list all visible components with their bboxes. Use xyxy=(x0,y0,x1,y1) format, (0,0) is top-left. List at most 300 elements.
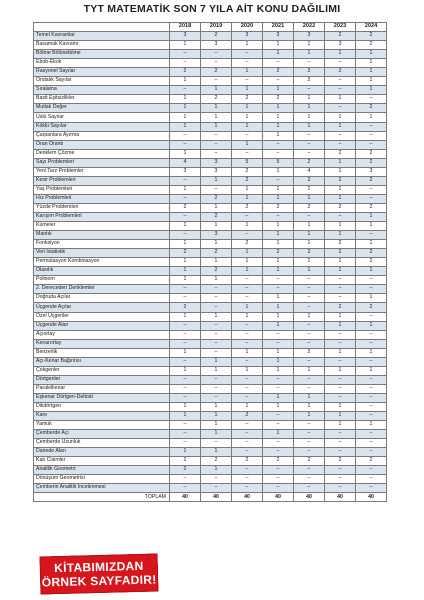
question-count-cell: 3 xyxy=(263,32,294,41)
question-count-cell: – xyxy=(294,375,325,384)
question-count-cell: – xyxy=(294,357,325,366)
question-count-cell: 2 xyxy=(232,240,263,249)
topic-name-cell: Dairede Alan xyxy=(34,448,170,457)
question-count-cell: – xyxy=(325,294,356,303)
question-count-cell: 1 xyxy=(294,240,325,249)
table-row xyxy=(34,330,387,339)
question-count-cell: – xyxy=(325,330,356,339)
question-count-cell: 2 xyxy=(294,249,325,258)
question-count-cell: 1 xyxy=(170,366,201,375)
question-count-cell: – xyxy=(170,194,201,203)
question-count-cell: – xyxy=(201,131,232,140)
question-count-cell: – xyxy=(232,294,263,303)
year-column-header: 2018 xyxy=(170,23,201,32)
question-count-cell: – xyxy=(232,466,263,475)
question-count-cell: 1 xyxy=(263,294,294,303)
question-count-cell: 1 xyxy=(201,203,232,212)
total-label: TOPLAM xyxy=(34,493,170,502)
topic-name-cell: Üslü Sayılar xyxy=(34,113,170,122)
question-count-cell: 1 xyxy=(201,366,232,375)
question-count-cell: 1 xyxy=(170,412,201,421)
question-count-cell: – xyxy=(356,484,387,493)
question-count-cell: 1 xyxy=(356,212,387,221)
question-count-cell: – xyxy=(294,321,325,330)
topic-name-cell: Yeni Tarz Problemler xyxy=(34,167,170,176)
question-count-cell: 1 xyxy=(263,312,294,321)
question-count-cell: – xyxy=(294,439,325,448)
topic-name-cell: Mutlak Değer xyxy=(34,104,170,113)
question-count-cell: – xyxy=(263,77,294,86)
table-row xyxy=(34,149,387,158)
question-count-cell: 2 xyxy=(294,348,325,357)
question-count-cell: 2 xyxy=(170,203,201,212)
question-count-cell: 1 xyxy=(201,412,232,421)
question-count-cell: – xyxy=(325,466,356,475)
topic-name-cell: Kümeler xyxy=(34,222,170,231)
question-count-cell: 2 xyxy=(232,95,263,104)
question-count-cell: 1 xyxy=(201,104,232,113)
question-count-cell: – xyxy=(263,448,294,457)
table-row xyxy=(34,95,387,104)
question-count-cell: – xyxy=(201,339,232,348)
question-count-cell: 1 xyxy=(263,222,294,231)
question-count-cell: 2 xyxy=(232,412,263,421)
question-count-cell: – xyxy=(201,285,232,294)
year-column-header: 2023 xyxy=(325,23,356,32)
question-count-cell: 1 xyxy=(325,167,356,176)
question-count-cell: 2 xyxy=(294,176,325,185)
question-count-cell: – xyxy=(263,466,294,475)
question-count-cell: 1 xyxy=(170,276,201,285)
table-row xyxy=(34,32,387,41)
year-column-header: 2020 xyxy=(232,23,263,32)
table-row xyxy=(34,448,387,457)
question-count-cell: 2 xyxy=(356,149,387,158)
question-count-cell: 1 xyxy=(232,303,263,312)
question-count-cell: 1 xyxy=(170,122,201,131)
question-count-cell: – xyxy=(170,393,201,402)
question-count-cell: – xyxy=(356,285,387,294)
question-count-cell: – xyxy=(356,95,387,104)
question-count-cell: 1 xyxy=(201,86,232,95)
question-count-cell: – xyxy=(325,104,356,113)
question-count-cell: 1 xyxy=(325,158,356,167)
topic-name-cell: Çarpanlara Ayırma xyxy=(34,131,170,140)
question-count-cell: – xyxy=(201,475,232,484)
question-count-cell: 2 xyxy=(170,466,201,475)
question-count-cell: 1 xyxy=(356,421,387,430)
table-row xyxy=(34,258,387,267)
question-count-cell: 1 xyxy=(294,412,325,421)
question-count-cell: – xyxy=(201,321,232,330)
question-count-cell: 3 xyxy=(294,32,325,41)
topic-name-cell: Dikdörtgen xyxy=(34,402,170,411)
table-row xyxy=(34,140,387,149)
question-count-cell: 2 xyxy=(201,267,232,276)
question-count-cell: – xyxy=(263,59,294,68)
table-row xyxy=(34,240,387,249)
question-count-cell: – xyxy=(232,375,263,384)
topic-name-cell: Sıralama xyxy=(34,86,170,95)
question-count-cell: – xyxy=(325,393,356,402)
question-count-cell: – xyxy=(170,375,201,384)
table-row xyxy=(34,267,387,276)
topic-name-cell: Basamak Kavramı xyxy=(34,41,170,50)
topic-name-cell: Çemberde Açı xyxy=(34,430,170,439)
table-row xyxy=(34,212,387,221)
question-count-cell: – xyxy=(263,339,294,348)
question-count-cell: 1 xyxy=(294,267,325,276)
question-count-cell: 3 xyxy=(201,231,232,240)
question-count-cell: – xyxy=(170,330,201,339)
question-count-cell: 1 xyxy=(356,267,387,276)
question-count-cell: 1 xyxy=(201,466,232,475)
question-count-cell: 2 xyxy=(263,68,294,77)
question-count-cell: – xyxy=(201,384,232,393)
question-count-cell: 2 xyxy=(356,457,387,466)
question-count-cell: – xyxy=(356,330,387,339)
table-row xyxy=(34,194,387,203)
table-row xyxy=(34,222,387,231)
question-count-cell: – xyxy=(201,348,232,357)
question-count-cell: – xyxy=(294,149,325,158)
question-count-cell: 1 xyxy=(325,194,356,203)
question-count-cell: 1 xyxy=(201,421,232,430)
topic-name-cell: Katı Cisimler xyxy=(34,457,170,466)
question-count-cell: – xyxy=(294,276,325,285)
question-count-cell: 1 xyxy=(201,222,232,231)
question-count-cell: 1 xyxy=(232,68,263,77)
question-count-cell: 1 xyxy=(263,366,294,375)
question-count-cell: 1 xyxy=(325,113,356,122)
question-count-cell: 2 xyxy=(356,41,387,50)
topic-name-cell: Çemberin Analitik İncelenmesi xyxy=(34,484,170,493)
question-count-cell: – xyxy=(356,448,387,457)
question-count-cell: 1 xyxy=(263,86,294,95)
question-count-cell: – xyxy=(294,448,325,457)
question-count-cell: – xyxy=(356,312,387,321)
topic-name-cell: Çemberde Uzunluk xyxy=(34,439,170,448)
question-count-cell: 2 xyxy=(356,176,387,185)
question-count-cell: – xyxy=(170,294,201,303)
topic-name-cell: Veri İstatistik xyxy=(34,249,170,258)
question-count-cell: 2 xyxy=(232,203,263,212)
question-count-cell: – xyxy=(294,484,325,493)
question-count-cell: 1 xyxy=(356,50,387,59)
question-count-cell: – xyxy=(294,384,325,393)
question-count-cell: 1 xyxy=(170,312,201,321)
table-row xyxy=(34,412,387,421)
topic-name-cell: Dönüşüm Geometrisi xyxy=(34,475,170,484)
question-count-cell: 1 xyxy=(263,194,294,203)
question-count-cell: – xyxy=(325,375,356,384)
question-count-cell: 1 xyxy=(263,122,294,131)
question-count-cell: 1 xyxy=(325,312,356,321)
question-count-cell: 2 xyxy=(325,249,356,258)
question-count-cell: 1 xyxy=(170,240,201,249)
page-title: TYT MATEMATİK SON 7 YILA AİT KONU DAĞILIMI xyxy=(83,3,341,15)
question-count-cell: 1 xyxy=(294,312,325,321)
question-count-cell: 1 xyxy=(325,95,356,104)
topic-name-cell: Yüzde Problemleri xyxy=(34,203,170,212)
question-count-cell: 1 xyxy=(170,95,201,104)
question-count-cell: – xyxy=(263,140,294,149)
topic-name-cell: Kenarortay xyxy=(34,339,170,348)
table-body xyxy=(34,32,387,493)
question-count-cell: – xyxy=(170,86,201,95)
question-count-cell: – xyxy=(325,77,356,86)
year-column-header: 2019 xyxy=(201,23,232,32)
question-count-cell: 2 xyxy=(325,457,356,466)
question-count-cell: 2 xyxy=(263,203,294,212)
question-count-cell: 2 xyxy=(201,32,232,41)
question-count-cell: – xyxy=(325,140,356,149)
question-count-cell: 1 xyxy=(325,402,356,411)
question-count-cell: 5 xyxy=(232,158,263,167)
table-header-row xyxy=(34,23,387,32)
question-count-cell: – xyxy=(201,77,232,86)
question-count-cell: – xyxy=(232,321,263,330)
question-count-cell: 1 xyxy=(170,258,201,267)
question-count-cell: – xyxy=(356,357,387,366)
question-count-cell: – xyxy=(356,131,387,140)
topic-name-cell: Permütasyon Kombinasyon xyxy=(34,258,170,267)
sample-page-stamp xyxy=(40,553,159,594)
table-row xyxy=(34,158,387,167)
question-count-cell: – xyxy=(325,357,356,366)
question-count-cell: 1 xyxy=(170,222,201,231)
question-count-cell: 1 xyxy=(201,357,232,366)
topic-name-cell: Açı-Kenar Bağıntısı xyxy=(34,357,170,366)
question-count-cell: – xyxy=(356,276,387,285)
question-count-cell: 3 xyxy=(170,167,201,176)
question-count-cell: 1 xyxy=(356,68,387,77)
question-count-cell: 1 xyxy=(294,194,325,203)
question-count-cell: – xyxy=(201,294,232,303)
topic-name-cell: Ondalık Sayılar xyxy=(34,77,170,86)
question-count-cell: 2 xyxy=(356,104,387,113)
question-count-cell: 2 xyxy=(356,303,387,312)
question-count-cell: – xyxy=(232,421,263,430)
question-count-cell: 1 xyxy=(294,231,325,240)
topic-name-cell: Benzerlik xyxy=(34,348,170,357)
question-count-cell: 1 xyxy=(356,77,387,86)
question-count-cell: – xyxy=(232,339,263,348)
table-row xyxy=(34,366,387,375)
table-row xyxy=(34,348,387,357)
question-count-cell: – xyxy=(170,439,201,448)
question-count-cell: 1 xyxy=(263,430,294,439)
question-count-cell: 1 xyxy=(232,312,263,321)
question-count-cell: – xyxy=(170,176,201,185)
question-count-cell: 1 xyxy=(263,348,294,357)
question-count-cell: – xyxy=(232,59,263,68)
total-cell: 40 xyxy=(201,493,232,502)
question-count-cell: 3 xyxy=(356,167,387,176)
table-row xyxy=(34,339,387,348)
question-count-cell: 1 xyxy=(263,240,294,249)
topic-name-cell: Oran Orantı xyxy=(34,140,170,149)
question-count-cell: 1 xyxy=(263,267,294,276)
topic-name-cell: Denklem Çözme xyxy=(34,149,170,158)
question-count-cell: 1 xyxy=(356,366,387,375)
question-count-cell: – xyxy=(325,212,356,221)
question-count-cell: 3 xyxy=(201,167,232,176)
question-count-cell: 2 xyxy=(325,240,356,249)
question-count-cell: – xyxy=(201,50,232,59)
question-count-cell: 1 xyxy=(232,402,263,411)
question-count-cell: – xyxy=(356,140,387,149)
question-count-cell: 1 xyxy=(170,113,201,122)
question-count-cell: – xyxy=(356,475,387,484)
question-count-cell: 1 xyxy=(232,185,263,194)
topic-name-cell: Dörtgenler xyxy=(34,375,170,384)
table-row xyxy=(34,421,387,430)
question-count-cell: – xyxy=(201,149,232,158)
topic-name-cell: Olasılık xyxy=(34,267,170,276)
question-count-cell: 1 xyxy=(356,321,387,330)
question-count-cell: – xyxy=(356,412,387,421)
question-count-cell: 2 xyxy=(294,77,325,86)
question-count-cell: 2 xyxy=(201,194,232,203)
question-count-cell: – xyxy=(263,285,294,294)
topic-name-cell: Polinom xyxy=(34,276,170,285)
question-count-cell: – xyxy=(356,439,387,448)
table-row xyxy=(34,59,387,68)
question-count-cell: 2 xyxy=(170,457,201,466)
table-row xyxy=(34,167,387,176)
question-count-cell: 1 xyxy=(263,50,294,59)
question-count-cell: – xyxy=(325,59,356,68)
question-count-cell: – xyxy=(232,212,263,221)
question-count-cell: 1 xyxy=(356,59,387,68)
question-count-cell: 2 xyxy=(201,457,232,466)
question-count-cell: – xyxy=(325,439,356,448)
question-count-cell: 4 xyxy=(294,167,325,176)
table-row xyxy=(34,104,387,113)
question-count-cell: – xyxy=(263,176,294,185)
question-count-cell: 2 xyxy=(356,32,387,41)
question-count-cell: 1 xyxy=(232,249,263,258)
question-count-cell: 2 xyxy=(325,32,356,41)
table-row xyxy=(34,122,387,131)
question-count-cell: 3 xyxy=(232,32,263,41)
question-count-cell: 1 xyxy=(201,312,232,321)
table-row xyxy=(34,402,387,411)
question-count-cell: 2 xyxy=(294,158,325,167)
question-count-cell: 1 xyxy=(356,294,387,303)
table-row xyxy=(34,68,387,77)
question-count-cell: – xyxy=(170,50,201,59)
question-count-cell: 1 xyxy=(232,140,263,149)
question-count-cell: – xyxy=(294,430,325,439)
question-count-cell: 1 xyxy=(201,113,232,122)
question-count-cell: – xyxy=(201,439,232,448)
question-count-cell: 1 xyxy=(294,402,325,411)
question-count-cell: – xyxy=(232,439,263,448)
question-count-cell: 4 xyxy=(170,158,201,167)
question-count-cell: – xyxy=(263,330,294,339)
question-count-cell: 1 xyxy=(232,113,263,122)
question-count-cell: 1 xyxy=(263,258,294,267)
question-count-cell: 1 xyxy=(294,185,325,194)
question-count-cell: 3 xyxy=(325,41,356,50)
question-count-cell: 1 xyxy=(263,231,294,240)
question-count-cell: 2 xyxy=(294,68,325,77)
question-count-cell: – xyxy=(201,375,232,384)
table-row xyxy=(34,393,387,402)
question-count-cell: – xyxy=(232,484,263,493)
question-count-cell: – xyxy=(232,357,263,366)
question-count-cell: 1 xyxy=(294,122,325,131)
question-count-cell: – xyxy=(201,303,232,312)
question-count-cell: – xyxy=(294,339,325,348)
question-count-cell: 1 xyxy=(201,430,232,439)
topic-distribution-table xyxy=(33,22,387,502)
question-count-cell: – xyxy=(201,484,232,493)
question-count-cell: 2 xyxy=(170,303,201,312)
question-count-cell: 2 xyxy=(325,176,356,185)
question-count-cell: 2 xyxy=(325,68,356,77)
topic-name-cell: Yaş Problemleri xyxy=(34,185,170,194)
question-count-cell: 2 xyxy=(170,249,201,258)
question-count-cell: 1 xyxy=(263,104,294,113)
question-count-cell: – xyxy=(356,375,387,384)
year-column-header: 2021 xyxy=(263,23,294,32)
question-count-cell: – xyxy=(232,50,263,59)
question-count-cell: – xyxy=(325,285,356,294)
question-count-cell: 1 xyxy=(263,303,294,312)
question-count-cell: 2 xyxy=(325,303,356,312)
question-count-cell: 1 xyxy=(356,240,387,249)
question-count-cell: – xyxy=(201,59,232,68)
question-count-cell: 2 xyxy=(356,258,387,267)
question-count-cell: – xyxy=(294,294,325,303)
question-count-cell: – xyxy=(294,303,325,312)
question-count-cell: – xyxy=(232,430,263,439)
question-count-cell: 2 xyxy=(263,95,294,104)
question-count-cell: – xyxy=(294,475,325,484)
question-count-cell: 1 xyxy=(232,366,263,375)
question-count-cell: 1 xyxy=(232,86,263,95)
question-count-cell: – xyxy=(232,285,263,294)
stamp-line-2: ÖRNEK SAYFADIR! xyxy=(41,572,157,590)
question-count-cell: – xyxy=(325,430,356,439)
question-count-cell: – xyxy=(170,384,201,393)
question-count-cell: 1 xyxy=(356,86,387,95)
topic-name-cell: Üçgende Alan xyxy=(34,321,170,330)
topic-name-cell: Doğruda Açılar xyxy=(34,294,170,303)
total-cell: 40 xyxy=(170,493,201,502)
question-count-cell: 1 xyxy=(325,122,356,131)
question-count-cell: 1 xyxy=(201,258,232,267)
topic-name-cell: Özel Üçgenler xyxy=(34,312,170,321)
question-count-cell: – xyxy=(232,149,263,158)
table-row xyxy=(34,86,387,95)
topic-name-cell: Analitik Geometri xyxy=(34,466,170,475)
question-count-cell: – xyxy=(356,194,387,203)
question-count-cell: – xyxy=(232,330,263,339)
total-cell: 40 xyxy=(325,493,356,502)
table-row xyxy=(34,231,387,240)
table-row xyxy=(34,249,387,258)
question-count-cell: – xyxy=(201,393,232,402)
question-count-cell: – xyxy=(170,231,201,240)
topic-name-cell: Mantık xyxy=(34,231,170,240)
total-cell: 40 xyxy=(263,493,294,502)
question-count-cell: – xyxy=(263,276,294,285)
topic-name-cell: Kare xyxy=(34,412,170,421)
